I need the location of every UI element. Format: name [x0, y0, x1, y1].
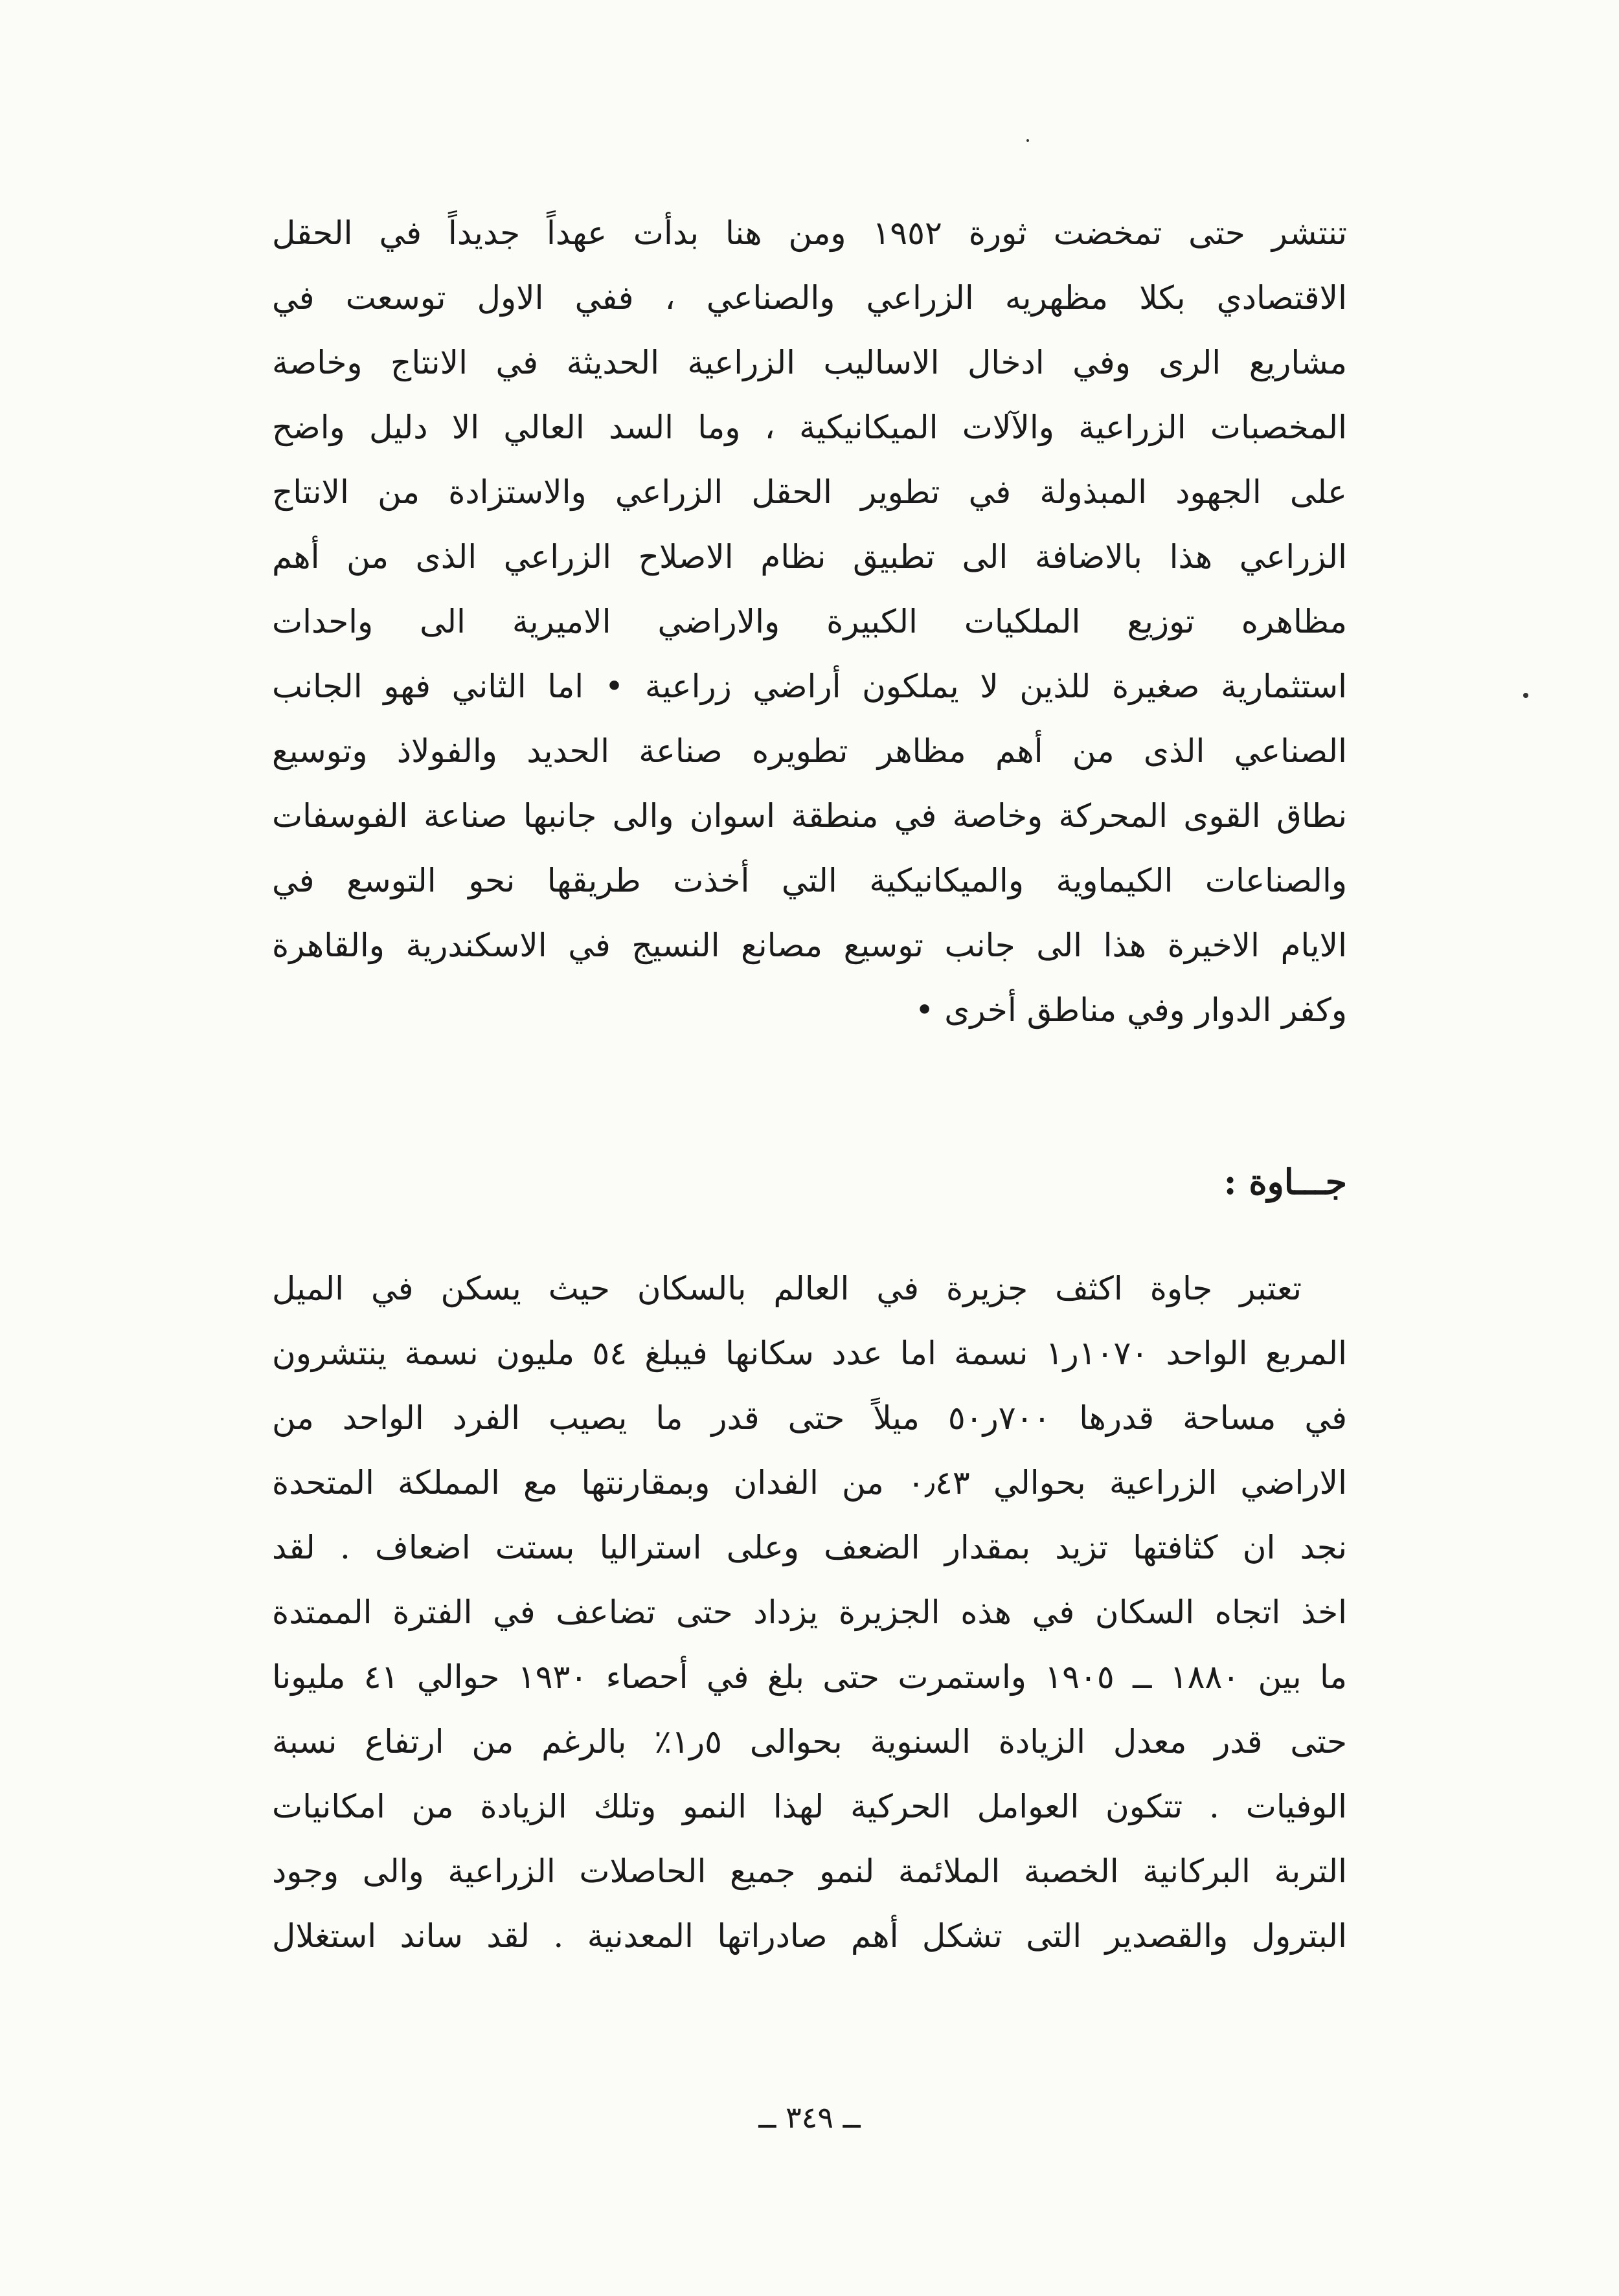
text-line: الوفيات . تتكون العوامل الحركية لهذا النمو وتلك الزيادة من امكانيات	[272, 1788, 1347, 1825]
text-line: حتى قدر معدل الزيادة السنوية بحوالى ٥ر١٪ بالرغم من ارتفاع نسبة	[272, 1723, 1347, 1761]
text-line: التربة البركانية الخصبة الملائمة لنمو جميع الحاصلات الزراعية والى وجود	[272, 1852, 1347, 1890]
text-line: الايام الاخيرة هذا الى جانب توسيع مصانع النسيج في الاسكندرية والقاهرة	[272, 927, 1347, 964]
text-line: استثمارية صغيرة للذين لا يملكون أراضي زراعية • اما الثاني فهو الجانب	[272, 668, 1347, 705]
text-line: والصناعات الكيماوية والميكانيكية التي أخذت طريقها نحو التوسع في	[272, 862, 1347, 899]
text-line: الزراعي هذا بالاضافة الى تطبيق نظام الاصلاح الزراعي الذى من أهم	[272, 538, 1347, 576]
ink-speck	[1026, 139, 1029, 142]
text-line: نطاق القوى المحركة وخاصة في منطقة اسوان والى جانبها صناعة الفوسفات	[272, 797, 1347, 835]
text-line: الاراضي الزراعية بحوالي ٠٫٤٣ من الفدان وبمقارنتها مع المملكة المتحدة	[272, 1464, 1347, 1502]
text-line: مظاهره توزيع الملكيات الكبيرة والاراضي الاميرية الى واحدات	[272, 603, 1347, 640]
text-line: نجد ان كثافتها تزيد بمقدار الضعف وعلى استراليا بستت اضعاف . لقد	[272, 1529, 1347, 1566]
text-line: في مساحة قدرها ٧٠٠ر٥٠ ميلاً حتى قدر ما يصيب الفرد الواحد من	[272, 1399, 1347, 1437]
text-line: ما بين ١٨٨٠ ــ ١٩٠٥ واستمرت حتى بلغ في أحصاء ١٩٣٠ حوالي ٤١ مليونا	[272, 1658, 1347, 1696]
text-line: اخذ اتجاه السكان في هذه الجزيرة يزداد حتى تضاعف في الفترة الممتدة	[272, 1593, 1347, 1631]
text-line: البترول والقصدير التى تشكل أهم صادراتها المعدنية . لقد ساند استغلال	[272, 1917, 1347, 1955]
text-line: الاقتصادي بكلا مظهريه الزراعي والصناعي ، ففي الاول توسعت في	[272, 279, 1347, 317]
text-line: الصناعي الذى من أهم مظاهر تطويره صناعة الحديد والفولاذ وتوسيع	[272, 732, 1347, 770]
paragraph-1	[272, 201, 1347, 1042]
text-line: على الجهود المبذولة في تطوير الحقل الزراعي والاستزادة من الانتاج	[272, 473, 1347, 511]
text-line: وكفر الدوار وفي مناطق أخرى •	[914, 991, 1347, 1029]
text-line: المربع الواحد ١٠٧٠ر١ نسمة اما عدد سكانها فيبلغ ٥٤ مليون نسمة ينتشرون	[272, 1334, 1347, 1372]
paragraph-2	[272, 1256, 1347, 1968]
page-number: ــ ٣٤٩ ــ	[758, 2100, 861, 2135]
section-heading: جـــاوة :	[1223, 1161, 1347, 1202]
text-line: تعتبر جاوة اكثف جزيرة في العالم بالسكان حيث يسكن في الميل	[272, 1270, 1302, 1307]
ink-speck	[1523, 693, 1528, 698]
text-line: تنتشر حتى تمخضت ثورة ١٩٥٢ ومن هنا بدأت عهداً جديداً في الحقل	[272, 214, 1347, 252]
text-line: مشاريع الرى وفي ادخال الاساليب الزراعية الحديثة في الانتاج وخاصة	[272, 344, 1347, 381]
text-line: المخصبات الزراعية والآلات الميكانيكية ، وما السد العالي الا دليل واضح	[272, 409, 1347, 446]
